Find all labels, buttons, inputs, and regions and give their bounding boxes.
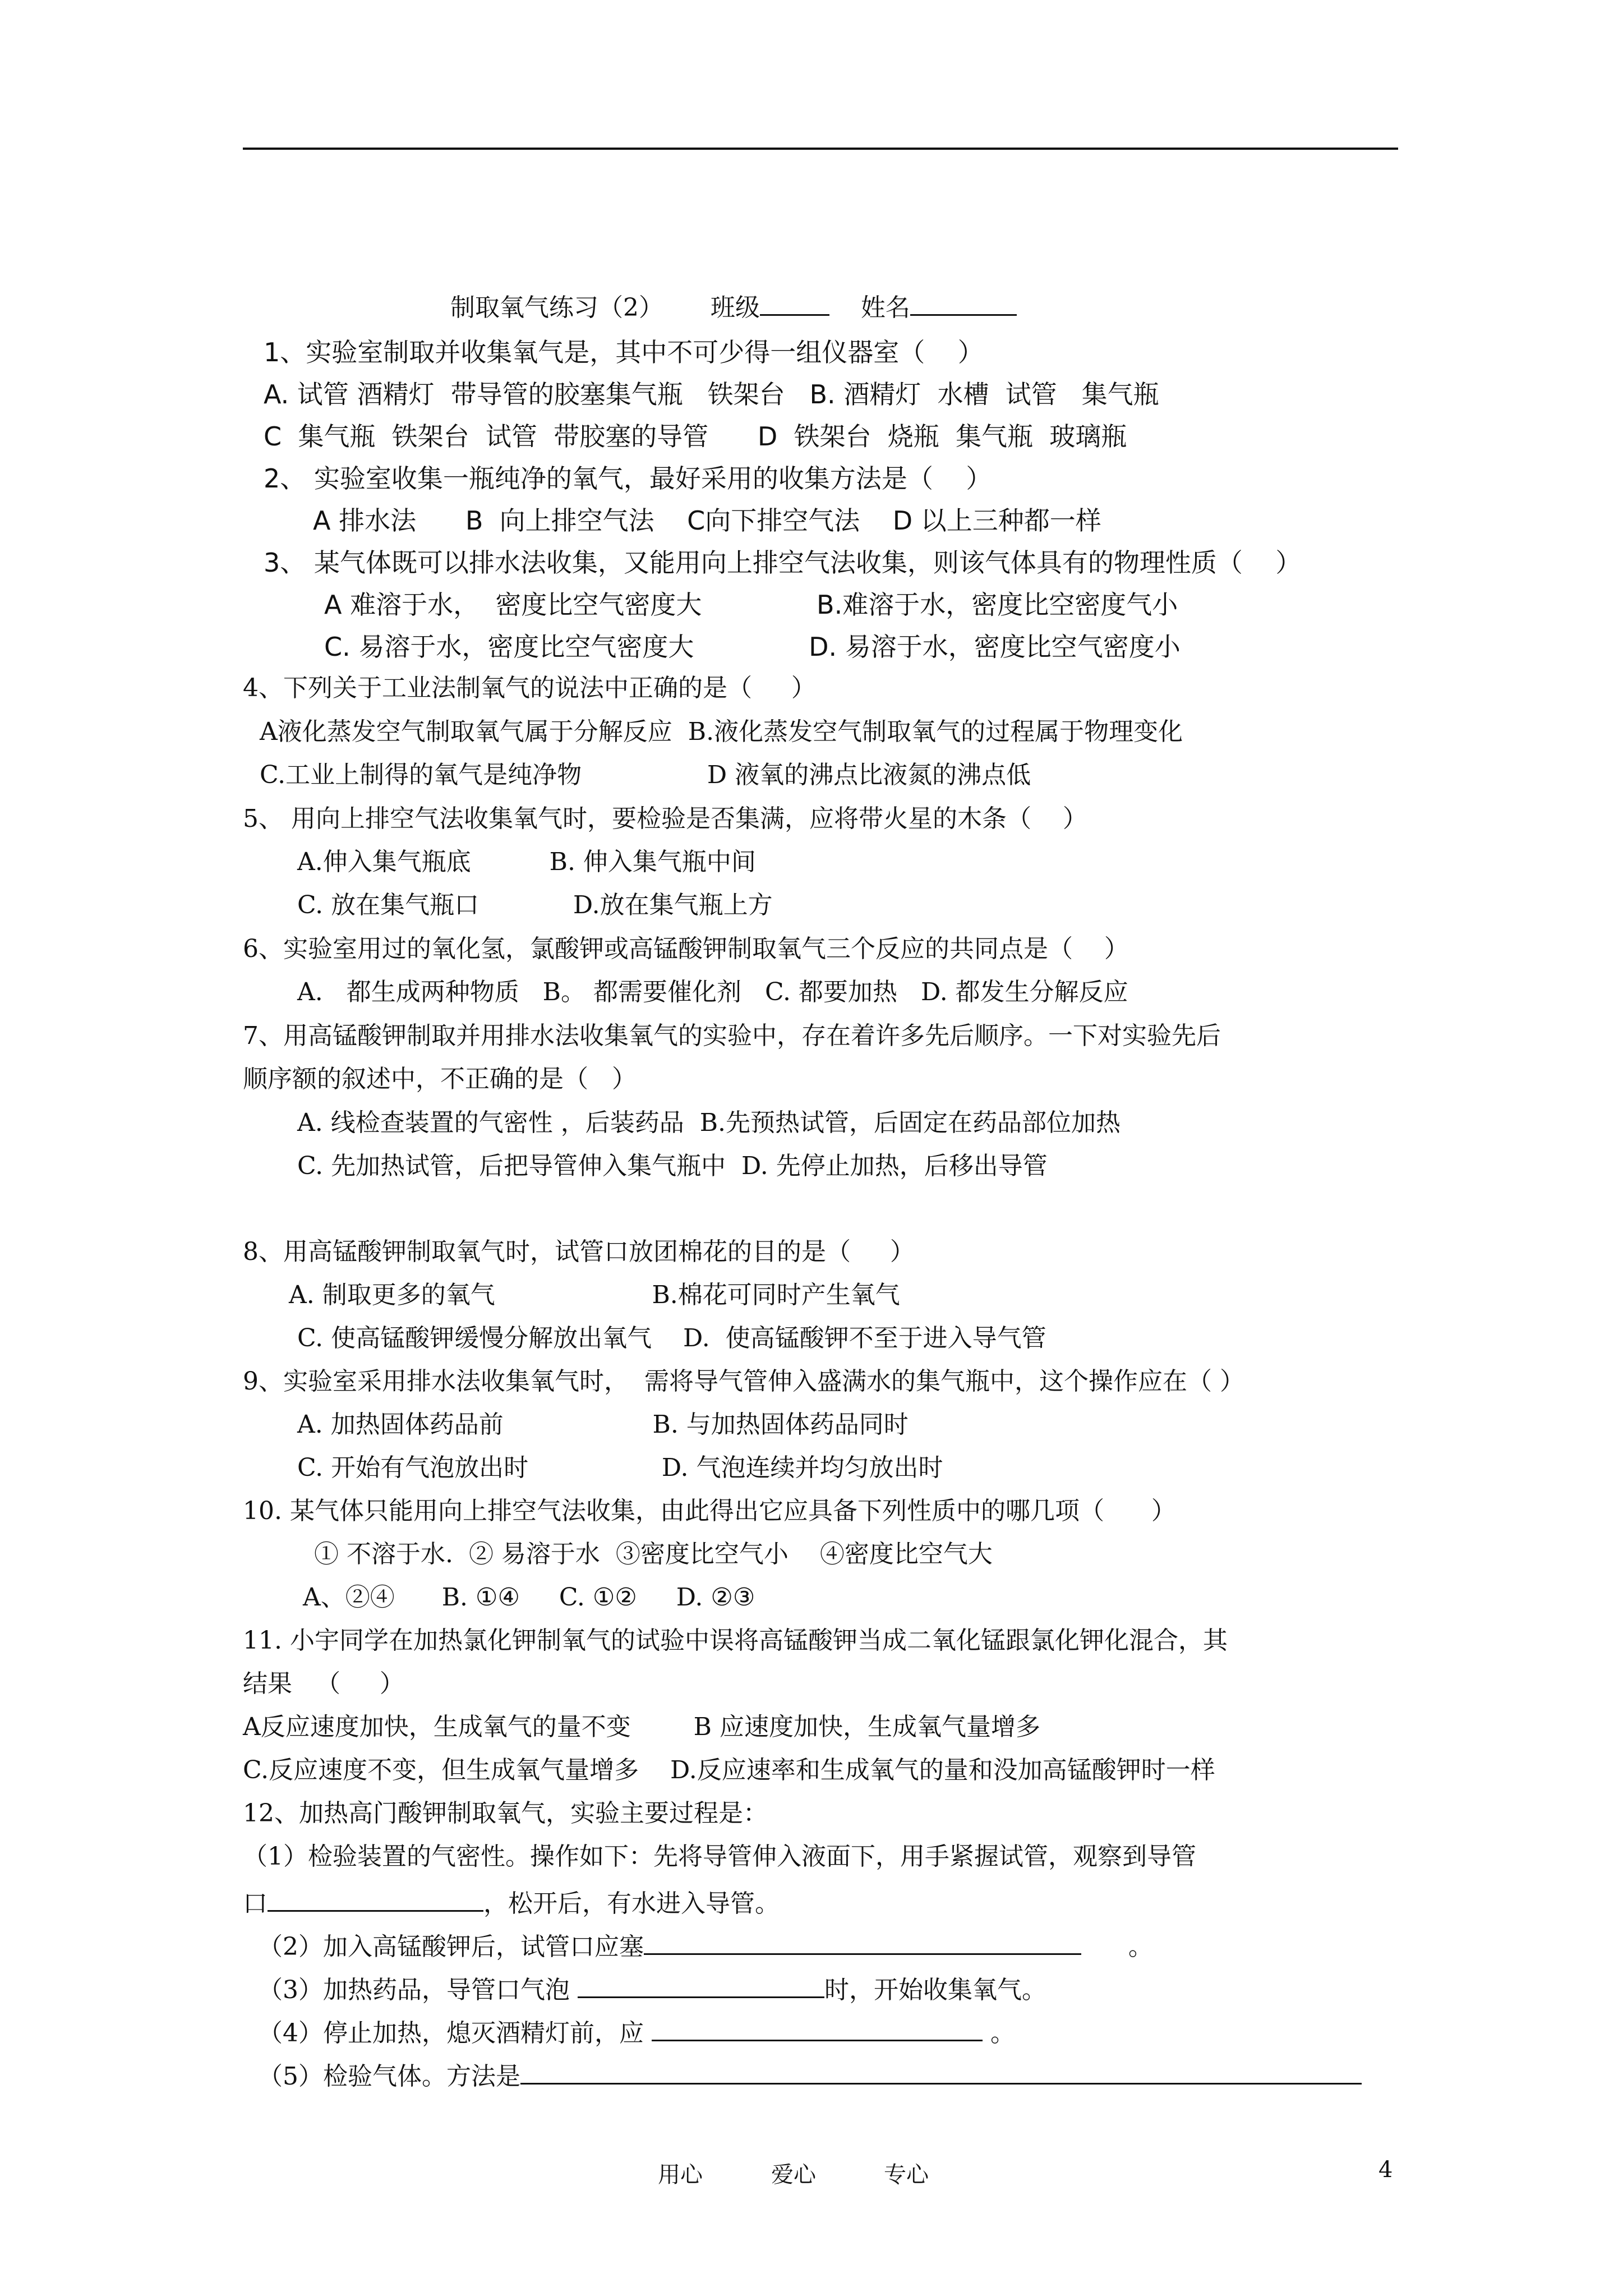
- q12-step4: （4）停止加热，熄灭酒精灯前，应 。: [258, 2017, 1015, 2046]
- q10-stem: 10. 某气体只能用向上排空气法收集，由此得出它应具备下列性质中的哪几项（ ）: [243, 1497, 1176, 1525]
- header-rule: [243, 148, 1398, 150]
- q4-stem: 4、下列关于工业法制氧气的说法中正确的是（ ）: [243, 674, 816, 702]
- q9-options-ab: A. 加热固体药品前 B. 与加热固体药品同时: [297, 1410, 909, 1439]
- page-number: 4: [1378, 2157, 1393, 2183]
- q2-options: A 排水法 B 向上排空气法 C向下排空气法 D 以上三种都一样: [313, 505, 1101, 536]
- q11-stem-line2: 结果 （ ）: [243, 1669, 404, 1698]
- class-label: 班级: [710, 293, 760, 322]
- q7-options-cd: C. 先加热试管，后把导管伸入集气瓶中 D. 先停止加热，后移出导管: [297, 1152, 1048, 1180]
- q11-options-ab: A反应速度加快，生成氧气的量不变 B 应速度加快，生成氧气量增多: [243, 1713, 1040, 1741]
- q4-options-cd: C.工业上制得的氧气是纯净物 D 液氧的沸点比液氮的沸点低: [260, 761, 1031, 789]
- q12-blank-4[interactable]: [652, 2017, 983, 2041]
- footer-left: 用心: [658, 2162, 703, 2188]
- footer-right: 专心: [884, 2162, 929, 2188]
- q12-step1: （1）检验装置的气密性。操作如下：先将导管伸入液面下，用手紧握试管，观察到导管: [243, 1842, 1196, 1871]
- name-label: 姓名: [860, 293, 910, 322]
- q1-options-ab: A. 试管 酒精灯 带导管的胶塞集气瓶 铁架台 B. 酒精灯 水槽 试管 集气瓶: [264, 379, 1159, 409]
- q1-stem: 1、实验室制取并收集氧气是，其中不可少得一组仪器室（ ）: [264, 337, 984, 367]
- q12-blank-1[interactable]: [268, 1888, 483, 1912]
- q12-step3: （3）加热药品，导管口气泡 时，开始收集氧气。: [258, 1974, 1046, 2003]
- q9-options-cd: C. 开始有气泡放出时 D. 气泡连续并均匀放出时: [297, 1453, 943, 1482]
- q11-stem-line1: 11. 小宇同学在加热氯化钾制氧气的试验中误将高锰酸钾当成二氧化锰跟氯化钾化混合，其: [243, 1626, 1228, 1655]
- q1-options-cd: C 集气瓶 铁架台 试管 带胶塞的导管 D 铁架台 烧瓶 集气瓶 玻璃瓶: [264, 421, 1127, 452]
- name-blank[interactable]: [910, 292, 1017, 316]
- q9-stem: 9、实验室采用排水法收集氧气时， 需将导气管伸入盛满水的集气瓶中，这个操作应在（ ）: [243, 1367, 1244, 1396]
- q8-options-ab: A. 制取更多的氧气 B.棉花可同时产生氧气: [289, 1281, 900, 1309]
- q12-blank-5[interactable]: [520, 2060, 1362, 2085]
- q10-statements: ① 不溶于水. ② 易溶于水 ③密度比空气小 ④密度比空气大: [314, 1540, 993, 1568]
- q8-options-cd: C. 使高锰酸钾缓慢分解放出氧气 D. 使高锰酸钾不至于进入导气管: [297, 1324, 1046, 1352]
- q12-step5: （5）检验气体。方法是: [258, 2060, 1362, 2089]
- q12-stem: 12、加热高门酸钾制取氧气，实验主要过程是：: [243, 1799, 768, 1828]
- q6-options: A. 都生成两种物质 B。 都需要催化剂 C. 都要加热 D. 都发生分解反应: [297, 978, 1128, 1006]
- q7-stem-line1: 7、用高锰酸钾制取并用排水法收集氧气的实验中，存在着许多先后顺序。一下对实验先后: [243, 1022, 1221, 1050]
- worksheet-title-line: [450, 292, 1017, 320]
- q12-blank-2[interactable]: [644, 1931, 1081, 1955]
- q12-step1-cont: 口 ，松开后，有水进入导管。: [243, 1888, 780, 1916]
- footer-middle: 爱心: [771, 2162, 816, 2188]
- q11-options-cd: C.反应速度不变，但生成氧气量增多 D.反应速率和生成氧气的量和没加高锰酸钾时一样: [243, 1756, 1215, 1784]
- q2-stem: 2、 实验室收集一瓶纯净的氧气，最好采用的收集方法是（ ）: [264, 463, 992, 494]
- q4-options-ab: A液化蒸发空气制取氧气属于分解反应 B.液化蒸发空气制取氧气的过程属于物理变化: [260, 717, 1183, 746]
- q12-blank-3[interactable]: [578, 1974, 824, 1998]
- q3-options-ab: A 难溶于水， 密度比空气密度大 B.难溶于水，密度比空密度气小: [324, 590, 1178, 620]
- q3-stem: 3、 某气体既可以排水法收集，又能用向上排空气法收集，则该气体具有的物理性质（ ）: [264, 547, 1302, 578]
- q7-stem-line2: 顺序额的叙述中，不正确的是（ ）: [243, 1065, 637, 1093]
- q7-options-ab: A. 线检查装置的气密性 ，后装药品 B.先预热试管，后固定在药品部位加热: [297, 1108, 1121, 1137]
- worksheet-title: 制取氧气练习（2）: [450, 293, 663, 322]
- q8-stem: 8、用高锰酸钾制取氧气时，试管口放团棉花的目的是（ ）: [243, 1237, 915, 1266]
- q10-options: A、②④ B. ①④ C. ①② D. ②③: [303, 1583, 755, 1612]
- class-blank[interactable]: [760, 292, 829, 316]
- q12-step2: （2）加入高锰酸钾后，试管口应塞 。: [258, 1931, 1153, 1959]
- q5-options-cd: C. 放在集气瓶口 D.放在集气瓶上方: [297, 891, 773, 919]
- q5-options-ab: A.伸入集气瓶底 B. 伸入集气瓶中间: [297, 848, 756, 876]
- q6-stem: 6、实验室用过的氧化氢，氯酸钾或高锰酸钾制取氧气三个反应的共同点是（ ）: [243, 935, 1129, 963]
- q3-options-cd: C. 易溶于水，密度比空气密度大 D. 易溶于水，密度比空气密度小: [324, 632, 1181, 662]
- q5-stem: 5、 用向上排空气法收集氧气时，要检验是否集满，应将带火星的木条（ ）: [243, 804, 1087, 833]
